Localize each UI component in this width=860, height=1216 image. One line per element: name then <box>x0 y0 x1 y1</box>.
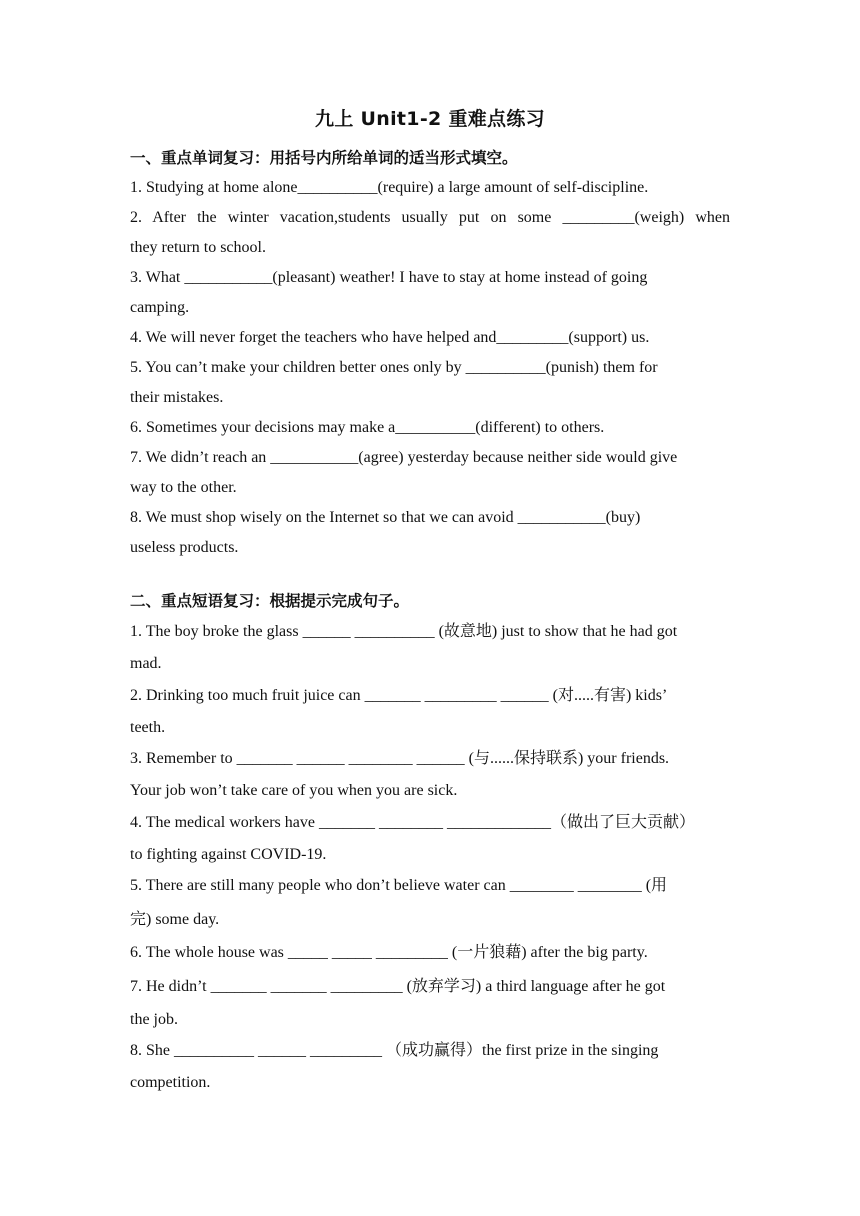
s2-line-3: 2. Drinking too much fruit juice can _______ _________ ______ (对.....有害) kids’ <box>130 687 668 704</box>
s2-line-2: mad. <box>130 655 162 672</box>
section1-heading: 一、重点单词复习：用括号内所给单词的适当形式填空。 <box>130 149 518 167</box>
s1-line-10: 7. We didn’t reach an ___________(agree) yesterday because neither side would give <box>130 449 678 466</box>
s2-line-7: 4. The medical workers have _______ ________ _____________（做出了巨大贡献） <box>130 814 695 831</box>
s2-line-14: 8. She __________ ______ _________ （成功赢得）the first prize in the singing <box>130 1042 659 1059</box>
section2-heading: 二、重点短语复习：根据提示完成句子。 <box>130 592 410 610</box>
s1-line-13: useless products. <box>130 539 239 556</box>
s2-line-6: Your job won’t take care of you when you are sick. <box>130 782 458 799</box>
s2-line-4: teeth. <box>130 719 166 736</box>
s1-line-3: they return to school. <box>130 239 266 256</box>
s1-line-11: way to the other. <box>130 479 237 496</box>
s1-line-6: 4. We will never forget the teachers who have helped and_________(support) us. <box>130 329 650 346</box>
s1-line-9: 6. Sometimes your decisions may make a__________(different) to others. <box>130 419 605 436</box>
s1-line-7: 5. You can’t make your children better ones only by __________(punish) them for <box>130 359 658 376</box>
s2-line-1: 1. The boy broke the glass ______ __________ (故意地) just to show that he had got <box>130 623 678 640</box>
s1-line-12: 8. We must shop wisely on the Internet so that we can avoid ___________(buy) <box>130 509 641 526</box>
s1-line-5: camping. <box>130 299 190 316</box>
page-title: 九上 Unit1-2 重难点练习 <box>315 108 545 130</box>
s2-line-10: 完) some day. <box>130 911 220 928</box>
s2-line-15: competition. <box>130 1074 211 1091</box>
s2-line-5: 3. Remember to _______ ______ ________ ______ (与......保持联系) your friends. <box>130 750 670 767</box>
s1-line-1: 1. Studying at home alone__________(require) a large amount of self-discipline. <box>130 179 649 196</box>
s2-line-9: 5. There are still many people who don’t believe water can ________ ________ (用 <box>130 877 668 894</box>
s1-line-8: their mistakes. <box>130 389 224 406</box>
s1-line-4: 3. What ___________(pleasant) weather! I have to stay at home instead of going <box>130 269 648 286</box>
s2-line-13: the job. <box>130 1011 178 1028</box>
s2-line-12: 7. He didn’t _______ _______ _________ (放弃学习) a third language after he got <box>130 978 666 995</box>
s1-line-2: 2. After the winter vacation,students usually put on some _________(weigh) when <box>130 209 730 226</box>
s2-line-8: to fighting against COVID-19. <box>130 846 327 863</box>
s2-line-11: 6. The whole house was _____ _____ _________ (一片狼藉) after the big party. <box>130 944 648 961</box>
